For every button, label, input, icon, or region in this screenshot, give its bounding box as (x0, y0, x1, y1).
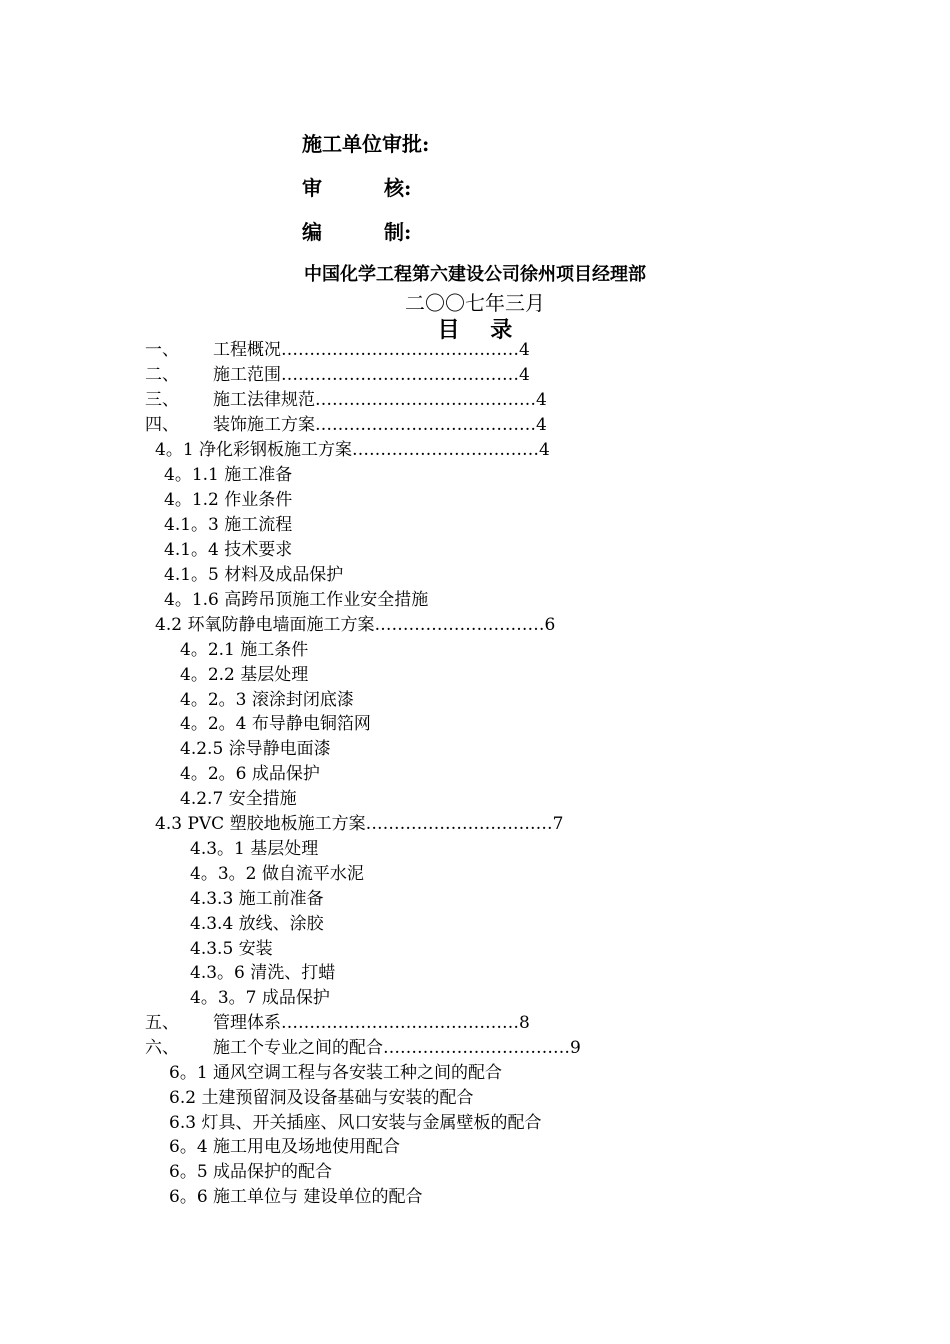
toc-entry: 6.3 灯具、开关插座、风口安装与金属壁板的配合 (169, 1113, 542, 1133)
toc-entry: 6。5 成品保护的配合 (169, 1162, 333, 1182)
toc-entry: 4。1.2 作业条件 (164, 490, 293, 510)
toc-entry: 4。2.1 施工条件 (180, 640, 309, 660)
toc-entry: 6。4 施工用电及场地使用配合 (169, 1137, 401, 1157)
toc-entry: 4.3.5 安装 (190, 939, 273, 959)
toc-entry-text: 工程概况……………………………………4 (213, 340, 530, 360)
toc-entry-text: 施工个专业之间的配合……………………………9 (213, 1038, 581, 1058)
toc-entry: 4.3。6 清洗、打蜡 (190, 963, 336, 983)
toc-entry: 4。1.6 高跨吊顶施工作业安全措施 (164, 590, 429, 610)
toc-entry: 4。1 净化彩钢板施工方案……………………………4 (155, 440, 550, 460)
toc-entry: 4.3。1 基层处理 (190, 839, 319, 859)
toc-entry: 4.1。4 技术要求 (164, 540, 293, 560)
toc-entry: 4.2 环氧防静电墙面施工方案…………………………6 (155, 615, 556, 635)
toc-entry: 4.1。5 材料及成品保护 (164, 565, 344, 585)
toc-entry-number: 二、 (145, 365, 179, 385)
toc-title: 目 录 (437, 317, 513, 343)
toc-entry (145, 390, 547, 410)
toc-entry: 4.2.5 涂导静电面漆 (180, 739, 331, 759)
toc-entry-number: 四、 (145, 415, 179, 435)
toc-entry: 4。3。7 成品保护 (190, 988, 330, 1008)
toc-entry: 6。1 通风空调工程与各安装工种之间的配合 (169, 1063, 503, 1083)
toc-entry (145, 1038, 581, 1058)
toc-entry: 4.3 PVC 塑胶地板施工方案……………………………7 (155, 814, 564, 834)
toc-entry: 4.3.3 施工前准备 (190, 889, 324, 909)
toc-entry-number: 五、 (145, 1013, 179, 1033)
toc-entry (145, 415, 547, 435)
toc-entry: 6.2 土建预留洞及设备基础与安装的配合 (169, 1088, 474, 1108)
document-date: 二〇〇七年三月 (405, 291, 545, 315)
toc-entry: 4.1。3 施工流程 (164, 515, 293, 535)
toc-entry: 4。2。3 滚涂封闭底漆 (180, 690, 354, 710)
review-label-left: 审 (302, 176, 322, 200)
toc-entry: 4.3.4 放线、涂胶 (190, 914, 324, 934)
toc-entry-number: 一、 (145, 340, 179, 360)
toc-entry-text: 管理体系……………………………………8 (213, 1013, 530, 1033)
compile-line (302, 216, 502, 244)
toc-entry (145, 1013, 530, 1033)
toc-entry (145, 365, 530, 385)
approval-unit-label: 施工单位审批: (302, 132, 430, 156)
toc-entry: 4。3。2 做自流平水泥 (190, 864, 364, 884)
toc-entry: 4。2。6 成品保护 (180, 764, 320, 784)
toc-entry-text: 施工范围……………………………………4 (213, 365, 530, 385)
review-line (302, 172, 502, 200)
toc-entry: 4。1.1 施工准备 (164, 465, 293, 485)
toc-entry: 4.2.7 安全措施 (180, 789, 297, 809)
review-label-right: 核: (384, 176, 412, 200)
compile-label-right: 制: (384, 220, 412, 244)
toc-entry: 4。2.2 基层处理 (180, 665, 309, 685)
toc-entry-number: 六、 (145, 1038, 179, 1058)
toc-entry: 6。6 施工单位与 建设单位的配合 (169, 1187, 423, 1207)
compile-label-left: 编 (302, 220, 322, 244)
organization-name: 中国化学工程第六建设公司徐州项目经理部 (304, 264, 646, 285)
toc-entry-text: 装饰施工方案…………………………………4 (213, 415, 547, 435)
toc-entry-text: 施工法律规范…………………………………4 (213, 390, 547, 410)
toc-entry: 4。2。4 布导静电铜箔网 (180, 714, 371, 734)
toc-entry (145, 340, 530, 360)
toc-entry-number: 三、 (145, 390, 179, 410)
